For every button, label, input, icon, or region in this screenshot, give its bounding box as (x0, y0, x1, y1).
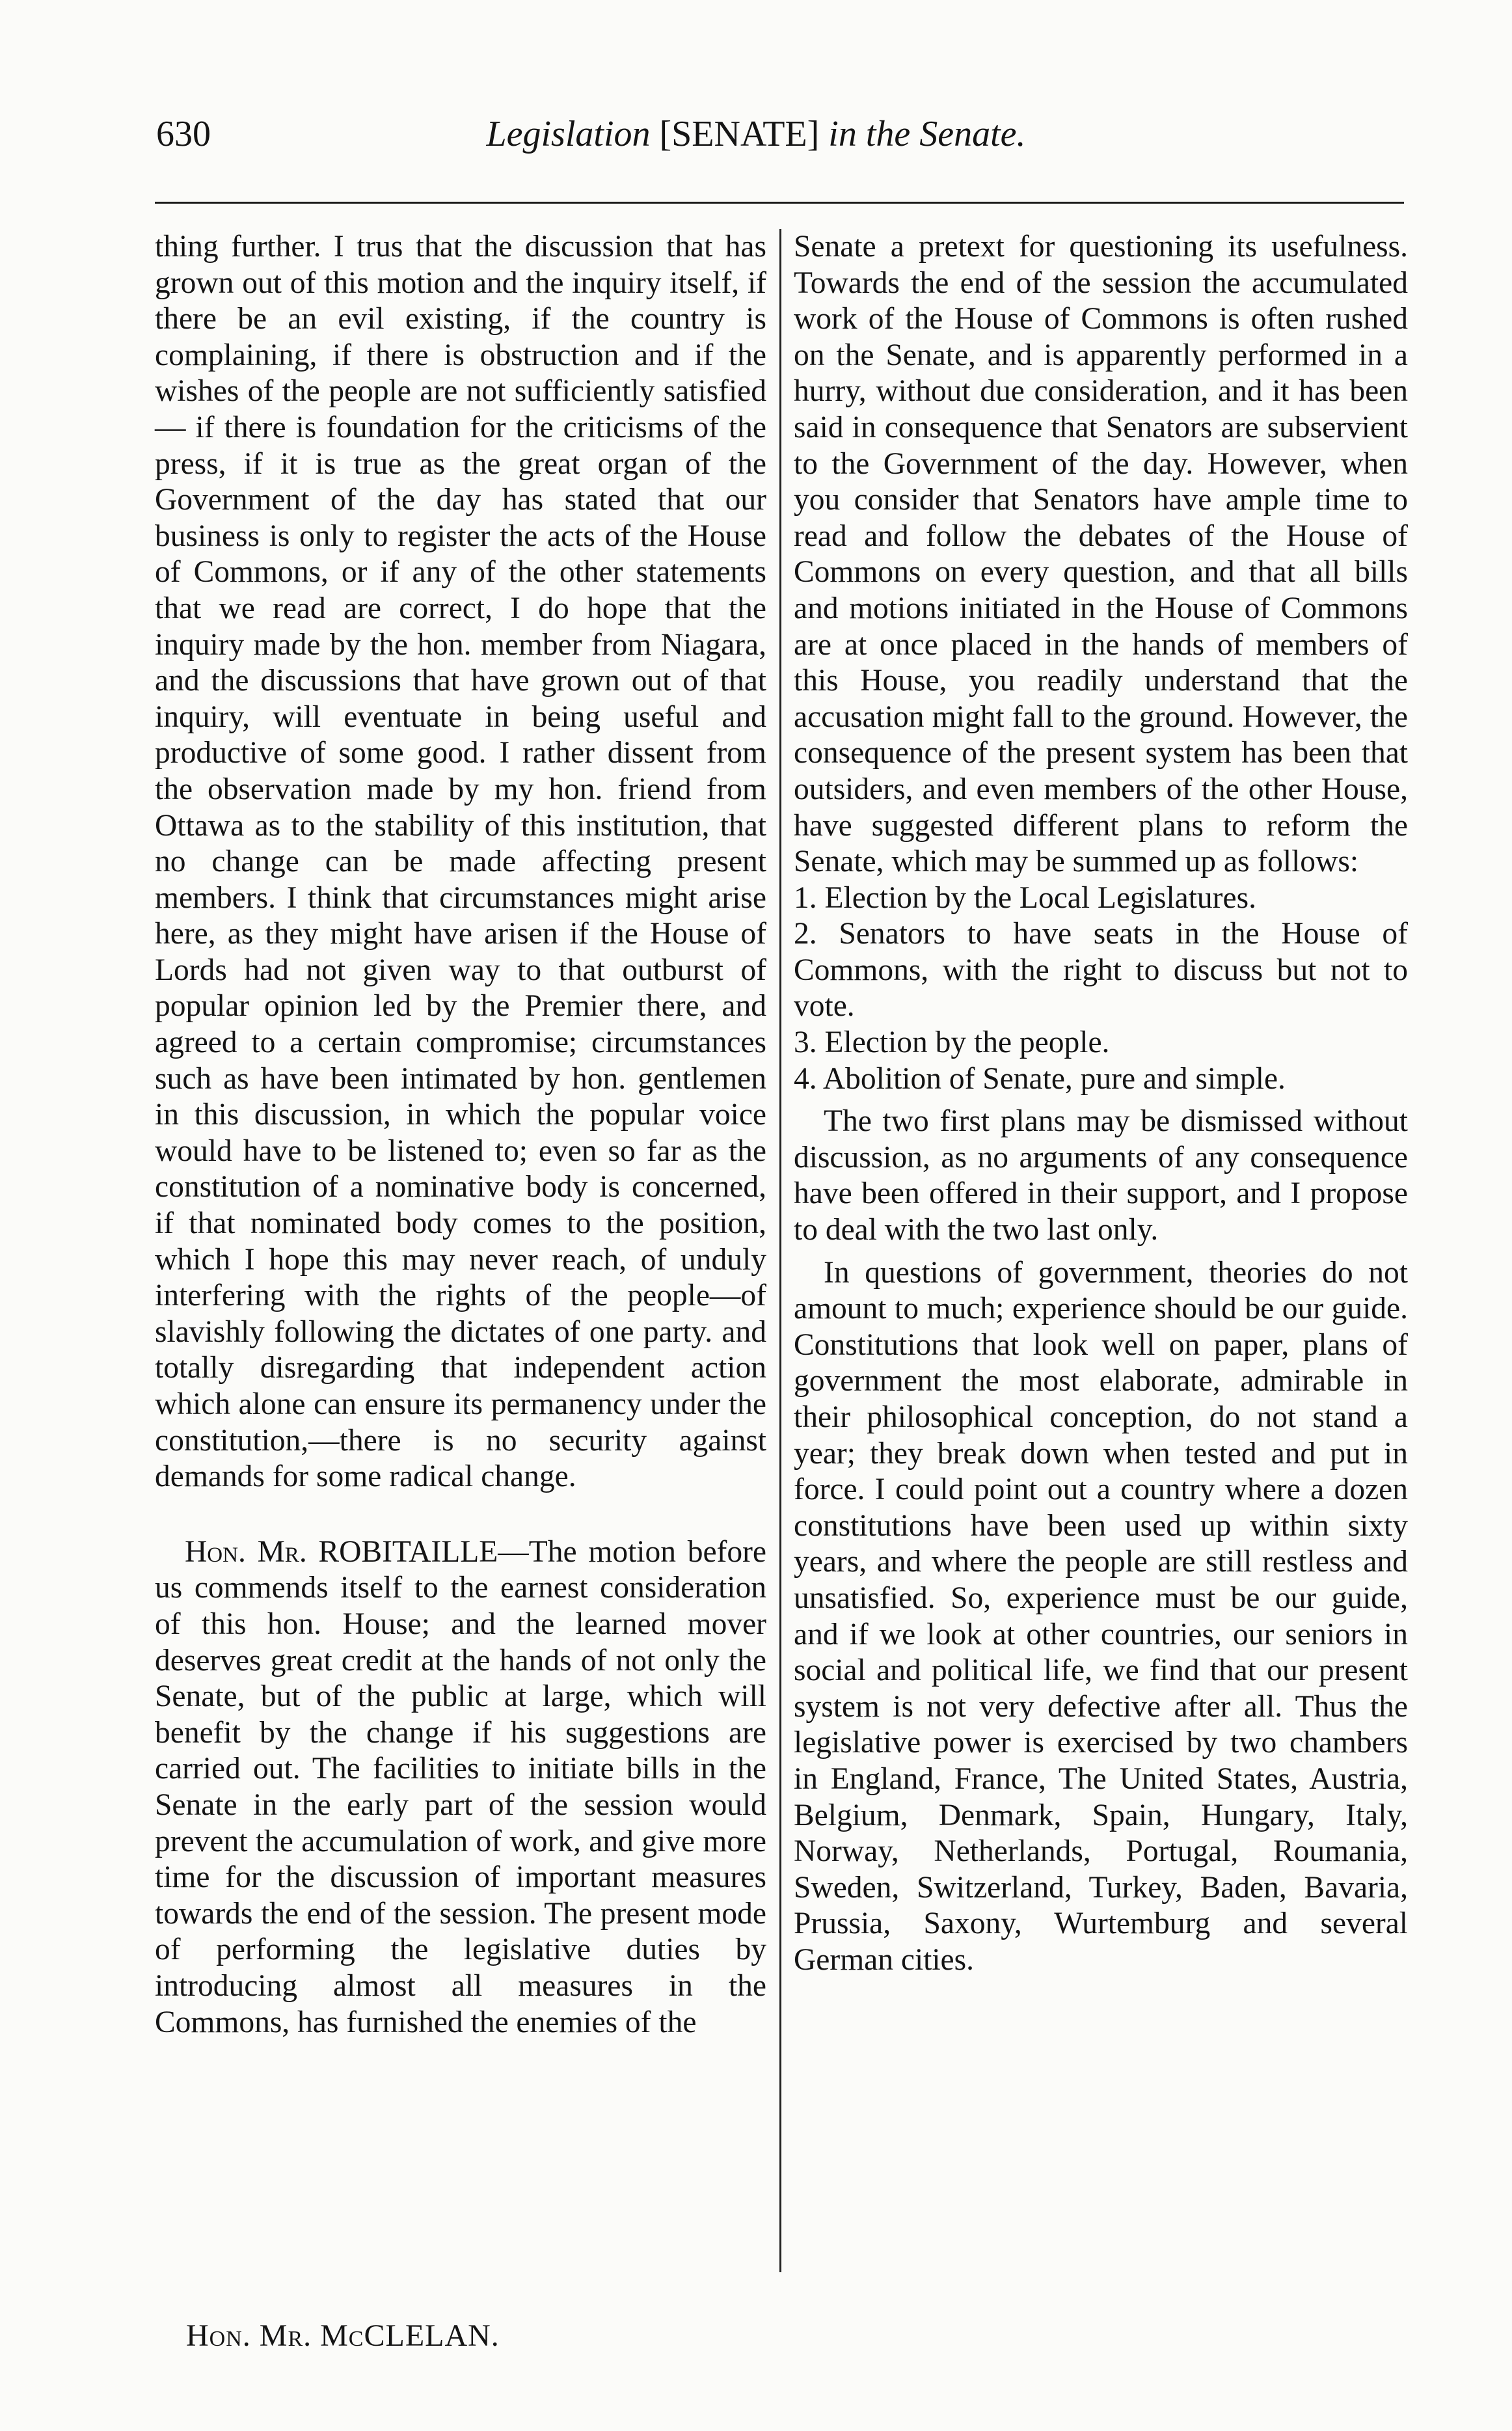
right-column (794, 229, 1408, 1979)
list-item: 3. Election by the people. (794, 1025, 1110, 1060)
running-head-middle: [SENATE] (650, 114, 829, 154)
left-paragraph-2 (155, 1534, 766, 2041)
running-head (0, 116, 1512, 152)
header-rule (155, 202, 1404, 204)
list-item: 2. Senators to have seats in the House of Commons, with the right to discuss but not to vote. (794, 917, 1408, 1024)
left-column (155, 229, 766, 2041)
column-divider (779, 229, 781, 2272)
right-paragraph-1: Senate a pretext for questioning its usefulness. Towards the end of the session the accumulated work of the House of Commons is often rushed on the Senate, and is apparently performed in a hurry, without due consideration, and it has been said in consequence that Senators are subservient to the Government of the day. However, when you consider that Senators have ample time to read and follow the debates of the House of Commons on every question, and that all bills and motions initiated in the House of Commons are at once placed in the hands of members of this House, you readily understand that the accusation might fall to the ground. However, the consequence of the present system has been that outsiders, and even members of the other House, have suggested different plans to reform the Senate, which may be summed up as follows: (794, 230, 1408, 879)
right-paragraph-2: The two first plans may be dismissed without discussion, as no arguments of any consequence have been offered in their support, and I propose to deal with the two last only. (794, 1104, 1408, 1247)
running-head-right: in the Senate. (828, 114, 1026, 154)
running-head-left: Legislation (486, 114, 651, 154)
speech-text: —The motion before us commends itself to the earnest consideration of this hon. House; and the learned mover deserves great credit at the hands of not only the Senate, but of the public at large, which will benefit by the change if his suggestions are carried out. The facilities to initiate bills in the Senate in the early part of the session would prevent the accumulation of work, and give more time for the discussion of important measures towards the end of the session. The present mode of performing the legislative duties by introducing almost all measures in the Commons, has furnished the enemies of the (155, 1534, 766, 2039)
right-paragraph-3: In questions of government, theories do not amount to much; experience should be our guide. Constitutions that look well on paper, plans of government the most elaborate, admirable in their philosophical conception, do not stand a year; they break down when tested and put in force. I could point out a country where a dozen constitutions have been used up within sixty years, and where the people are still restless and unsatisfied. So, experience must be our guide, and if we look at other countries, our seniors in social and political life, we find that our present system is not very defective after all. Thus the legislative power is exercised by two chambers in England, France, The United States, Austria, Belgium, Denmark, Spain, Hungary, Italy, Norway, Netherlands, Portugal, Roumania, Sweden, Switzerland, Turkey, Baden, Bavaria, Prussia, Saxony, Wurtemburg and several German cities. (794, 1255, 1408, 1977)
speaker-name: Hon. Mr. ROBITAILLE (185, 1534, 498, 1569)
footer-speaker-name: Hon. Mr. McCLELAN. (186, 2318, 500, 2353)
list-item: 1. Election by the Local Legislatures. (794, 880, 1256, 915)
left-paragraph-1: thing further. I trus that the discussion that has grown out of this motion and the inquiry itself, if there be an evil existing, if the country is complaining, if there is obstruction and if the wishes of the people are not sufficiently satisfied— if there is foundation for the criticisms of the press, if it is true as the great organ of the Government of the day has stated that our business is only to register the acts of the House of Commons, or if any of the other statements that we read are correct, I do hope that the inquiry made by the hon. member from Niagara, and the discussions that have grown out of that inquiry, will eventuate in being useful and productive of some good. I rather dissent from the observation made by my hon. friend from Ottawa as to the stability of this institution, that no change can be made affecting present members. I think that circumstances might arise here, as they might have arisen if the House of Lords had not given way to that outburst of popular opinion led by the Premier there, and agreed to a certain compromise; circumstances such as have been intimated by hon. gentlemen in this discussion, in which the popular voice would have to be listened to; even so far as the constitution of a nominative body is concerned, if that nominated body comes to the position, which I hope this may never reach, of unduly interfering with the rights of the people—of slavishly following the dictates of one party. and totally disregarding that independent action which alone can ensure its permanency under the constitution,—there is no security against demands for some radical change. (155, 230, 766, 1494)
page-number: 630 (156, 114, 211, 154)
list-item: 4. Abolition of Senate, pure and simple. (794, 1061, 1286, 1096)
